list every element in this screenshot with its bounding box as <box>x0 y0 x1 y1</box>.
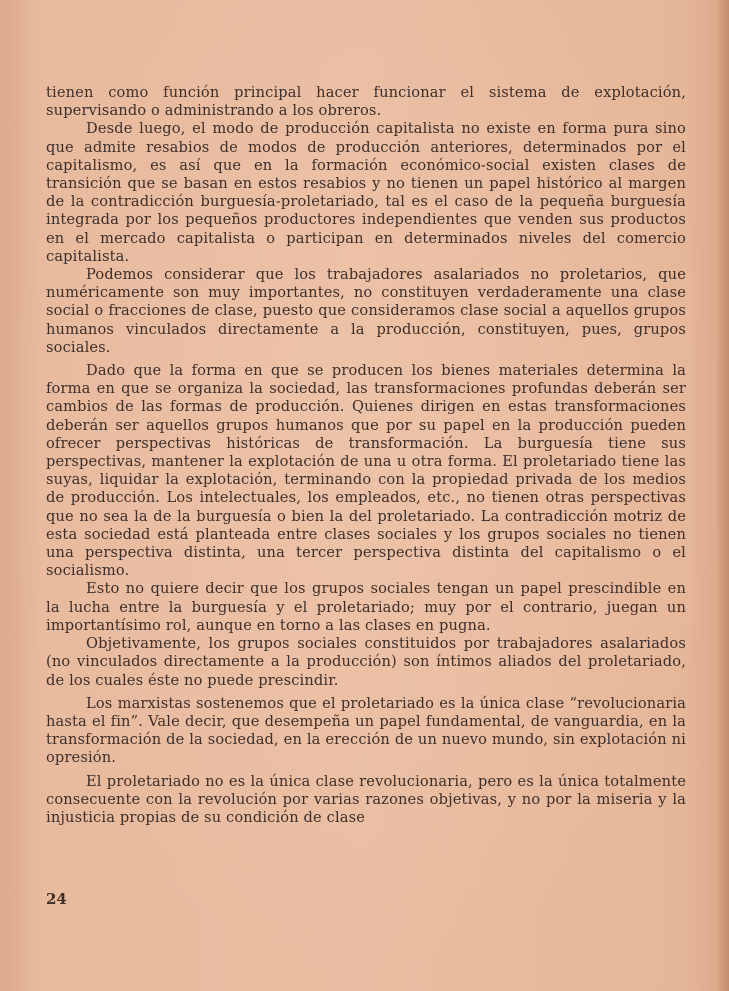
page-number: 24 <box>46 890 67 908</box>
paragraph-5: Esto no quiere decir que los grupos sociales tengan un papel prescindible en la lucha entre la burguesía y el proletariado; muy por el contrario, juegan un importantísimo rol, aunque en torno a las clases en pugna. <box>46 580 686 634</box>
paragraph-8: El proletariado no es la única clase revolucionaria, pero es la única totalmente consecuente con la revolución por varias razones objetivas, y no por la miseria y la injusticia propias de su condición de clase <box>46 772 686 826</box>
body-text <box>46 84 686 827</box>
paragraph-4: Dado que la forma en que se producen los bienes materiales determina la forma en que se organiza la sociedad, las transformaciones profundas deberán ser cambios de las formas de producción. Quienes dirigen en estas transformaciones deberán ser aquellos grupos humanos que por su papel en la producción pueden ofrecer perspectivas históricas de transformación. La burguesía tiene sus perspectivas, mantener la explotación de una u otra forma. El proletariado tiene las suyas, liquidar la explotación, terminando con la propiedad privada de los medios de producción. Los intelectuales, los empleados, etc., no tienen otras perspectivas que no sea la de la burguesía o bien la del proletariado. La contradicción motriz de esta sociedad está planteada entre clases sociales y los grupos sociales no tienen una perspectiva distinta, una tercer perspectiva distinta del capitalismo o el socialismo. <box>46 362 686 580</box>
paragraph-3: Podemos considerar que los trabajadores asalariados no proletarios, que numéricamente son muy importantes, no constituyen verdaderamente una clase social o fracciones de clase, puesto que consideramos clase social a aquellos grupos humanos vinculados directamente a la producción, constituyen, pues, grupos sociales. <box>46 266 686 356</box>
paragraph-2: Desde luego, el modo de producción capitalista no existe en forma pura sino que admite resabios de modos de producción anteriores, determinados por el capitalismo, es así que en la formación económico-social existen clases de transición que se basan en estos resabios y no tienen un papel histórico al margen de la contradicción burguesía-proletariado, tal es el caso de la pequeña burguesía integrada por los pequeños productores independientes que venden sus productos en el mercado capitalista o participan en determinados niveles del comercio capitalista. <box>46 120 686 265</box>
paragraph-1: tienen como función principal hacer funcionar el sistema de explotación, supervisando o administrando a los obreros. <box>46 84 686 120</box>
paragraph-7: Los marxistas sostenemos que el proletariado es la única clase “revolucionaria hasta el fin”. Vale decir, que desempeña un papel fundamental, de vanguardia, en la transformación de la sociedad, en la erección de un nuevo mundo, sin explotación ni opresión. <box>46 694 686 767</box>
page-edge-shadow <box>715 0 729 991</box>
paragraph-6: Objetivamente, los grupos sociales constituidos por trabajadores asalariados (no vinculados directamente a la producción) son íntimos aliados del proletariado, de los cuales éste no puede prescindir. <box>46 635 686 689</box>
